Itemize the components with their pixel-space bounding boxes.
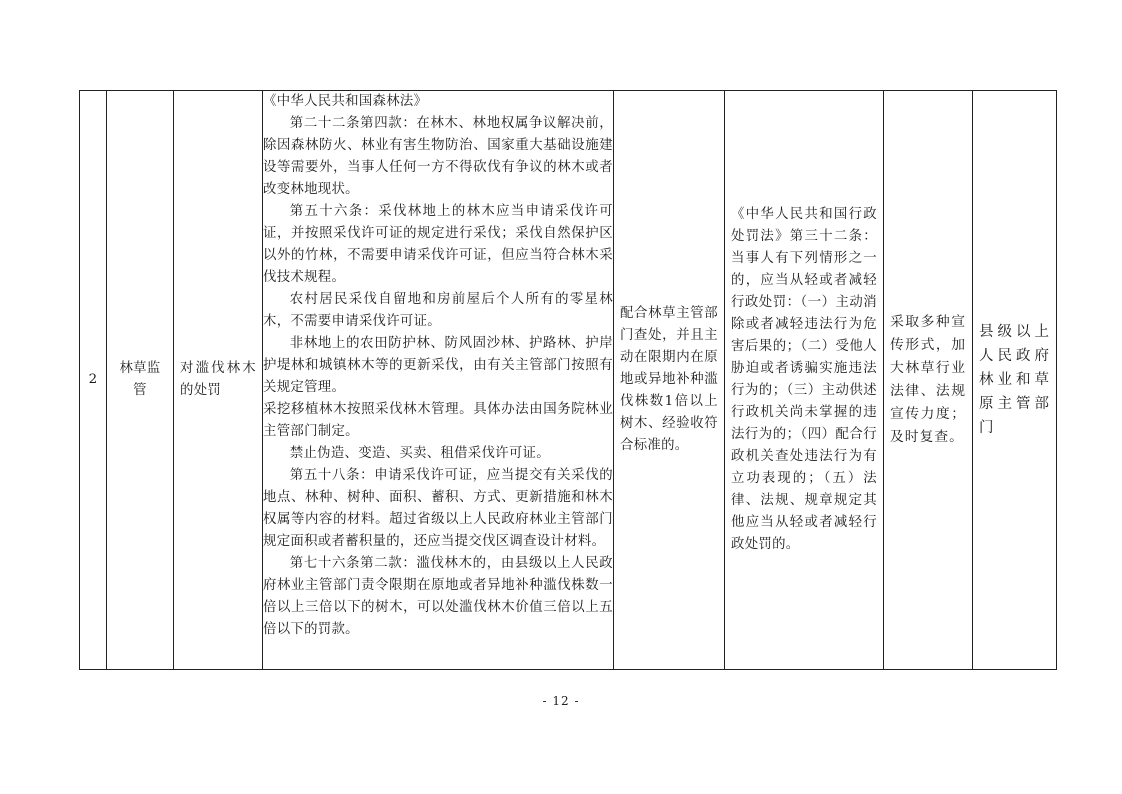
item-text: 对滥伐林木的处罚: [180, 361, 256, 398]
legal-basis-paragraph: 第二十二条第四款：在林木、林地权属争议解决前，除因森林防火、林业有害生物防治、国家重大基础设施建设等需要外，当事人任何一方不得砍伐有争议的林木或者改变林地现状。: [263, 116, 613, 197]
measures-cell: [884, 91, 973, 670]
responsibility-cell: [614, 91, 725, 670]
mitigation-law-text: 《中华人民共和国行政处罚法》第三十二条：当事人有下列情形之一的，应当从轻或者减轻行政处罚：（一）主动消除或者减轻违法行为危害后果的；（二）受他人胁迫或者诱骗实施违法行为的；（三）主动供述行政机关尚未掌握的违法行为的；（四）配合行政机关查处违法行为有立功表现的；（五）法律、法规、规章规定其他应当从轻或者减轻行政处罚的。: [731, 207, 877, 552]
legal-basis-paragraph: 农村居民采伐自留地和房前屋后个人所有的零星林木，不需要申请采伐许可证。: [263, 292, 613, 329]
legal-basis-paragraph: 《中华人民共和国森林法》: [263, 94, 428, 109]
department-cell: [973, 91, 1057, 670]
enforcement-table: [79, 90, 1057, 670]
legal-basis-list: [263, 91, 613, 641]
page-number: - 12 -: [542, 694, 580, 708]
table-row: [80, 91, 1057, 670]
measures-text: 采取多种宣传形式，加大林草行业法律、法规宣传力度；及时复查。: [890, 314, 966, 445]
item-cell: [174, 91, 263, 670]
row-number: 2: [80, 91, 107, 670]
legal-basis-cell: [263, 91, 614, 670]
legal-basis-paragraph: 第七十六条第二款：滥伐林木的，由县级以上人民政府林业主管部门责令限期在原地或者异地补种滥伐株数一倍以上三倍以下的树木，可以处滥伐林木价值三倍以上五倍以下的罚款。: [263, 556, 613, 637]
legal-basis-paragraph: 非林地上的农田防护林、防风固沙林、护路林、护岸护堤林和城镇林木等的更新采伐，由有关主管部门按照有关规定管理。: [263, 336, 613, 395]
responsibility-text: 配合林草主管部门查处，并且主动在限期内在原地或异地补种滥伐株数1倍以上树木、经验收符合标准的。: [620, 306, 718, 453]
department-text: 县级以上人民政府林业和草原主管部门: [979, 324, 1050, 436]
legal-basis-paragraph: 禁止伪造、变造、买卖、租借采伐许可证。: [289, 446, 550, 461]
legal-basis-paragraph: 第五十六条：采伐林地上的林木应当申请采伐许可证，并按照采伐许可证的规定进行采伐；采伐自然保护区以外的竹林，不需要申请采伐许可证，但应当符合林木采伐技术规程。: [263, 204, 613, 285]
legal-basis-paragraph: 采挖移植林木按照采伐林木管理。具体办法由国务院林业主管部门制定。: [263, 402, 613, 439]
category-cell: [107, 91, 174, 670]
mitigation-law-cell: [725, 91, 884, 670]
category-text: 林草监管: [119, 361, 161, 398]
legal-basis-paragraph: 第五十八条：申请采伐许可证，应当提交有关采伐的地点、林种、树种、面积、蓄积、方式、更新措施和林木权属等内容的材料。超过省级以上人民政府林业主管部门规定面积或者蓄积量的，还应当提交伐区调查设计材料。: [263, 468, 613, 549]
